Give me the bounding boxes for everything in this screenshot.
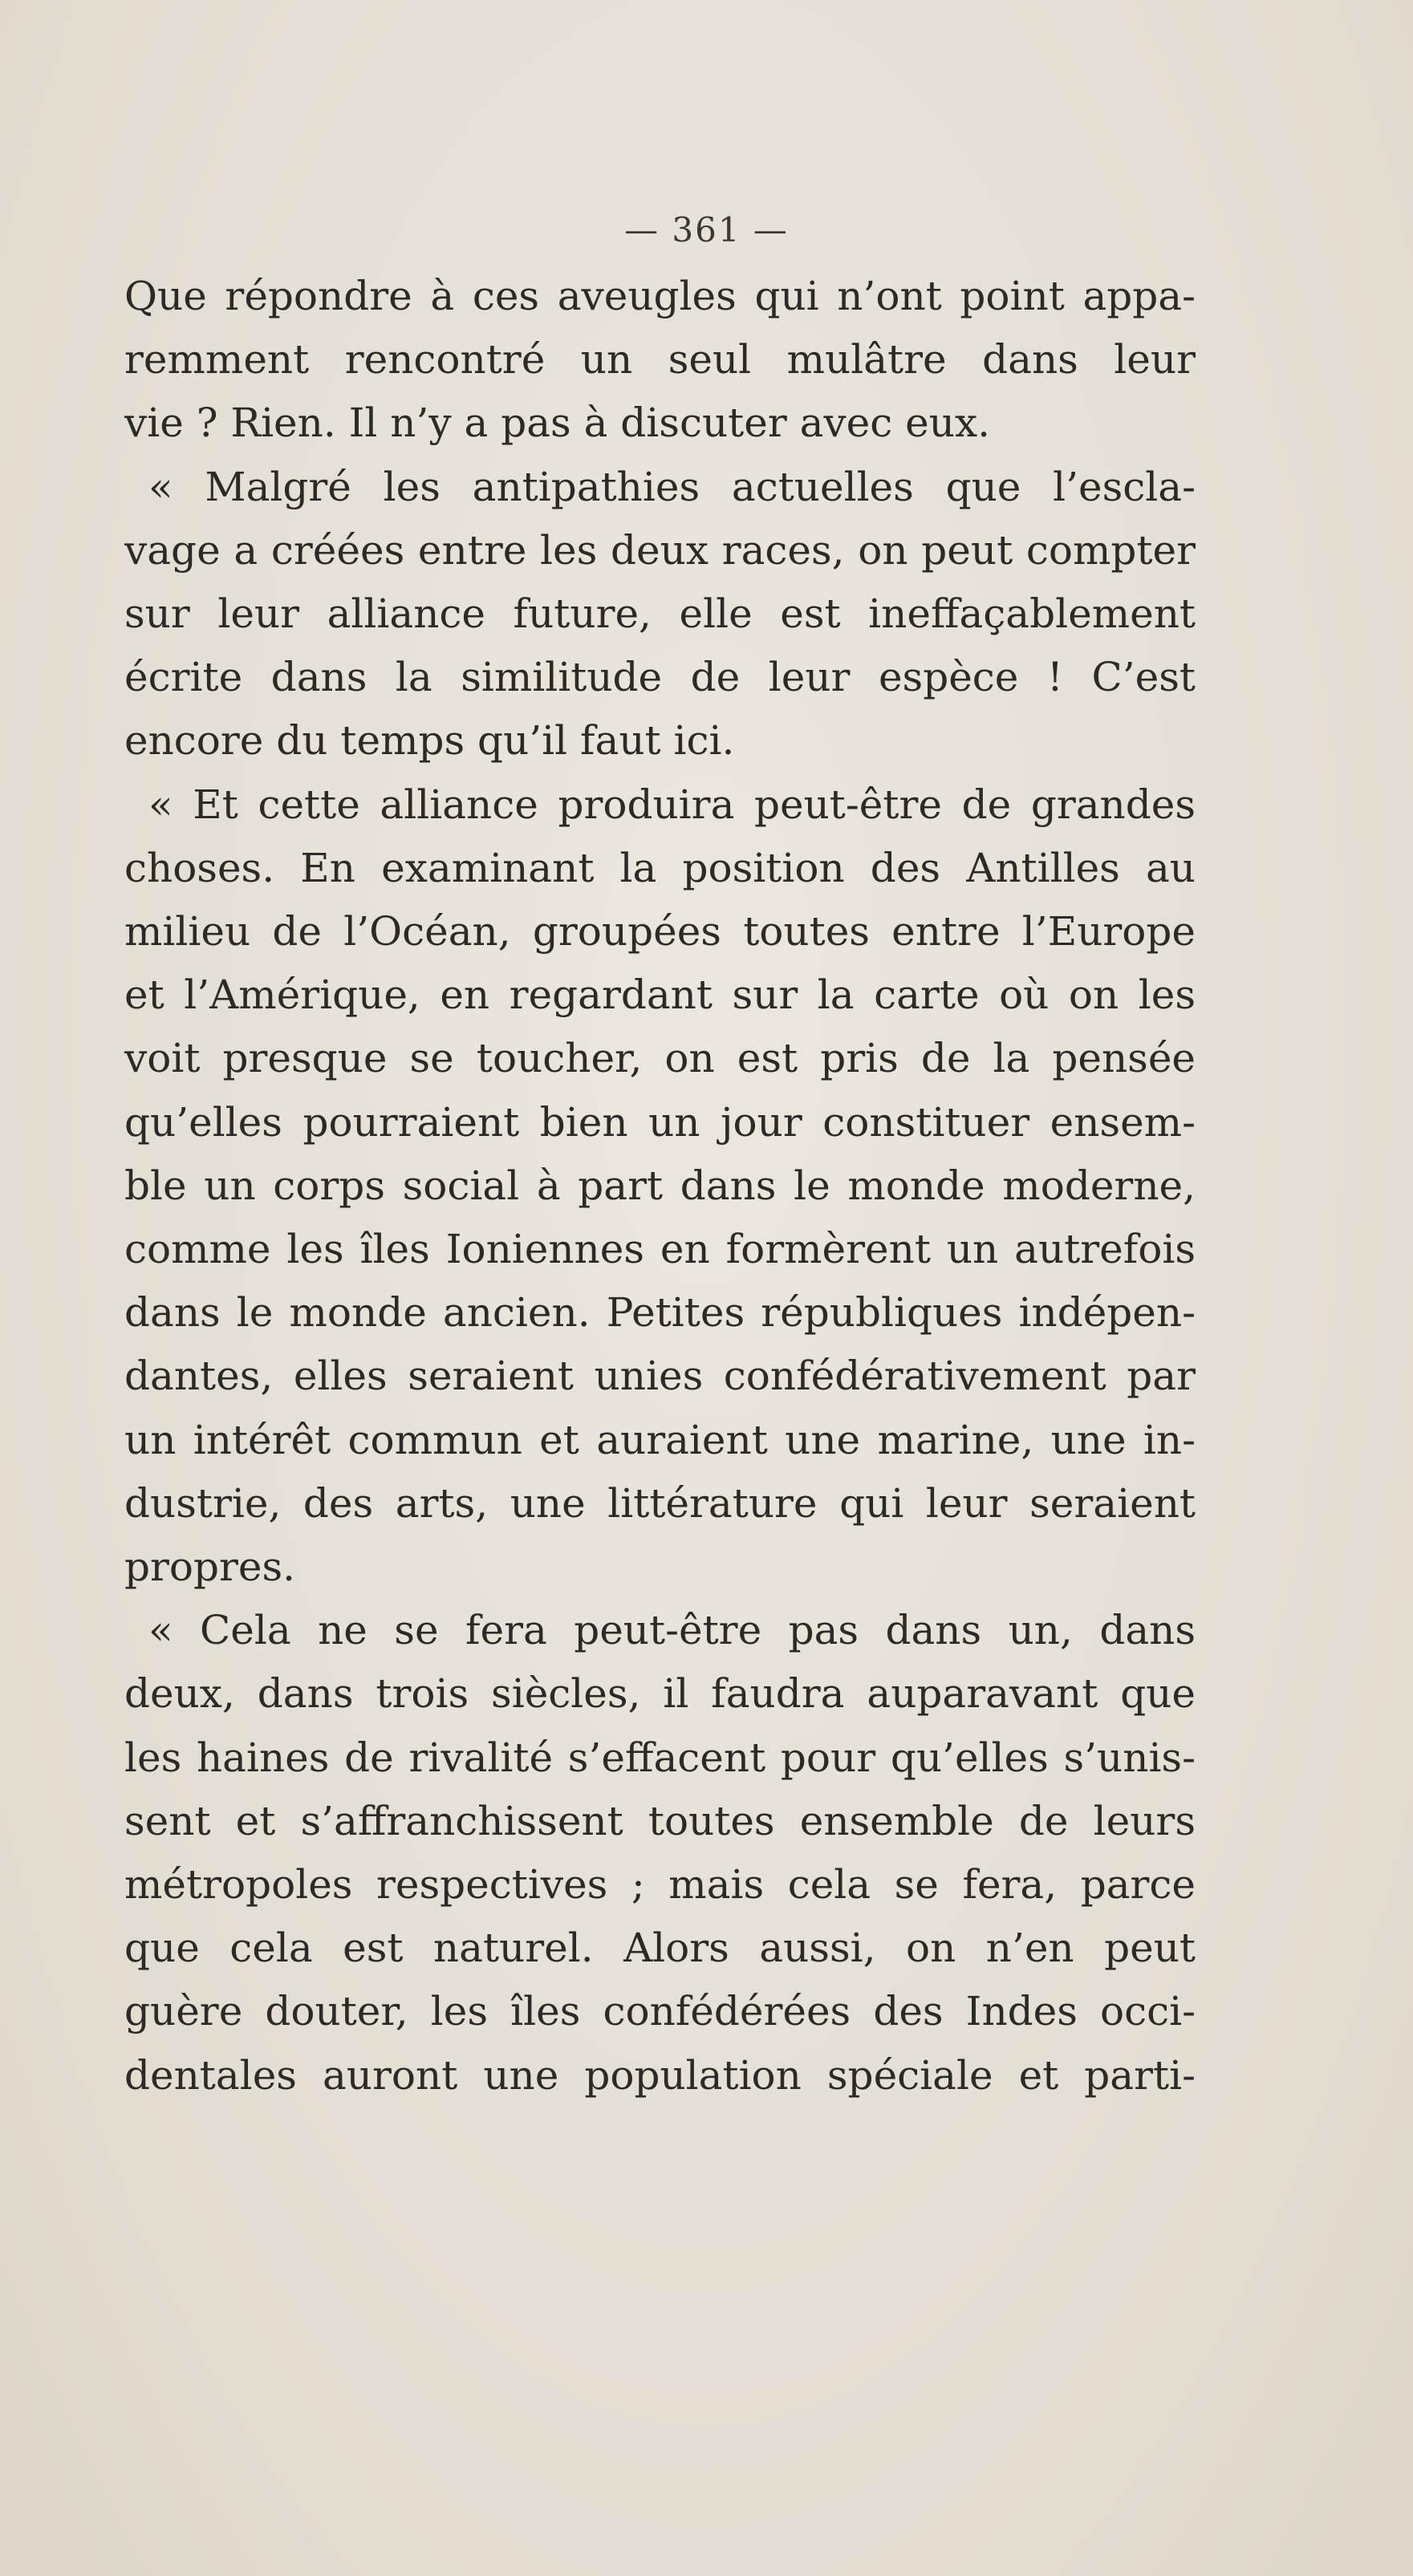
text-line: voit presque se toucher, on est pris de la pensée <box>124 1035 1196 1082</box>
text-line: les haines de rivalité s’effacent pour qu’elles s’unis- <box>124 1734 1196 1781</box>
text-line: Que répondre à ces aveugles qui n’ont point appa- <box>124 273 1196 319</box>
text-line: écrite dans la similitude de leur espèce ! C’est <box>124 654 1196 701</box>
page-number: — 361 — <box>624 210 789 249</box>
text-line: dentales auront une population spéciale et parti- <box>124 2051 1196 2099</box>
text-line: encore du temps qu’il faut ici. <box>124 717 735 765</box>
text-line: vie ? Rien. Il n’y a pas à discuter avec eux. <box>124 400 991 447</box>
text-line: propres. <box>124 1544 296 1591</box>
text-line: métropoles respectives ; mais cela se fera, parce <box>124 1861 1196 1909</box>
text-line: ble un corps social à part dans le monde moderne, <box>124 1162 1196 1209</box>
text-line: milieu de l’Océan, groupées toutes entre l’Europe <box>124 908 1196 955</box>
text-line: comme les îles Ioniennes en formèrent un autrefois <box>124 1226 1196 1273</box>
body-text <box>124 265 1196 2107</box>
text-line: vage a créées entre les deux races, on peut compter <box>124 526 1196 574</box>
text-line: et l’Amérique, en regardant sur la carte où on les <box>124 972 1196 1019</box>
text-line: remment rencontré un seul mulâtre dans leur <box>124 336 1196 383</box>
text-line: « Et cette alliance produira peut-être de grandes <box>148 781 1196 828</box>
text-line: qu’elles pourraient bien un jour constituer ensem- <box>124 1098 1196 1146</box>
text-line: sur leur alliance future, elle est ineffaçablement <box>124 590 1196 638</box>
text-line: dantes, elles seraient unies confédérativement par <box>124 1353 1196 1400</box>
text-line: « Cela ne se fera peut-être pas dans un, dans <box>148 1607 1196 1654</box>
text-line: choses. En examinant la position des Antilles au <box>124 844 1196 891</box>
text-line: guère douter, les îles confédérées des Indes occi- <box>124 1988 1196 2035</box>
text-line: deux, dans trois siècles, il faudra auparavant que <box>124 1670 1196 1718</box>
text-line: que cela est naturel. Alors aussi, on n’en peut <box>124 1925 1196 1972</box>
text-line: dustrie, des arts, une littérature qui leur seraient <box>124 1479 1196 1527</box>
text-line: un intérêt commun et auraient une marine, une in- <box>124 1416 1196 1463</box>
text-line: « Malgré les antipathies actuelles que l’escla- <box>148 463 1196 510</box>
text-line: sent et s’affranchissent toutes ensemble de leurs <box>124 1797 1196 1844</box>
text-line: dans le monde ancien. Petites républiques indépen- <box>124 1289 1196 1337</box>
